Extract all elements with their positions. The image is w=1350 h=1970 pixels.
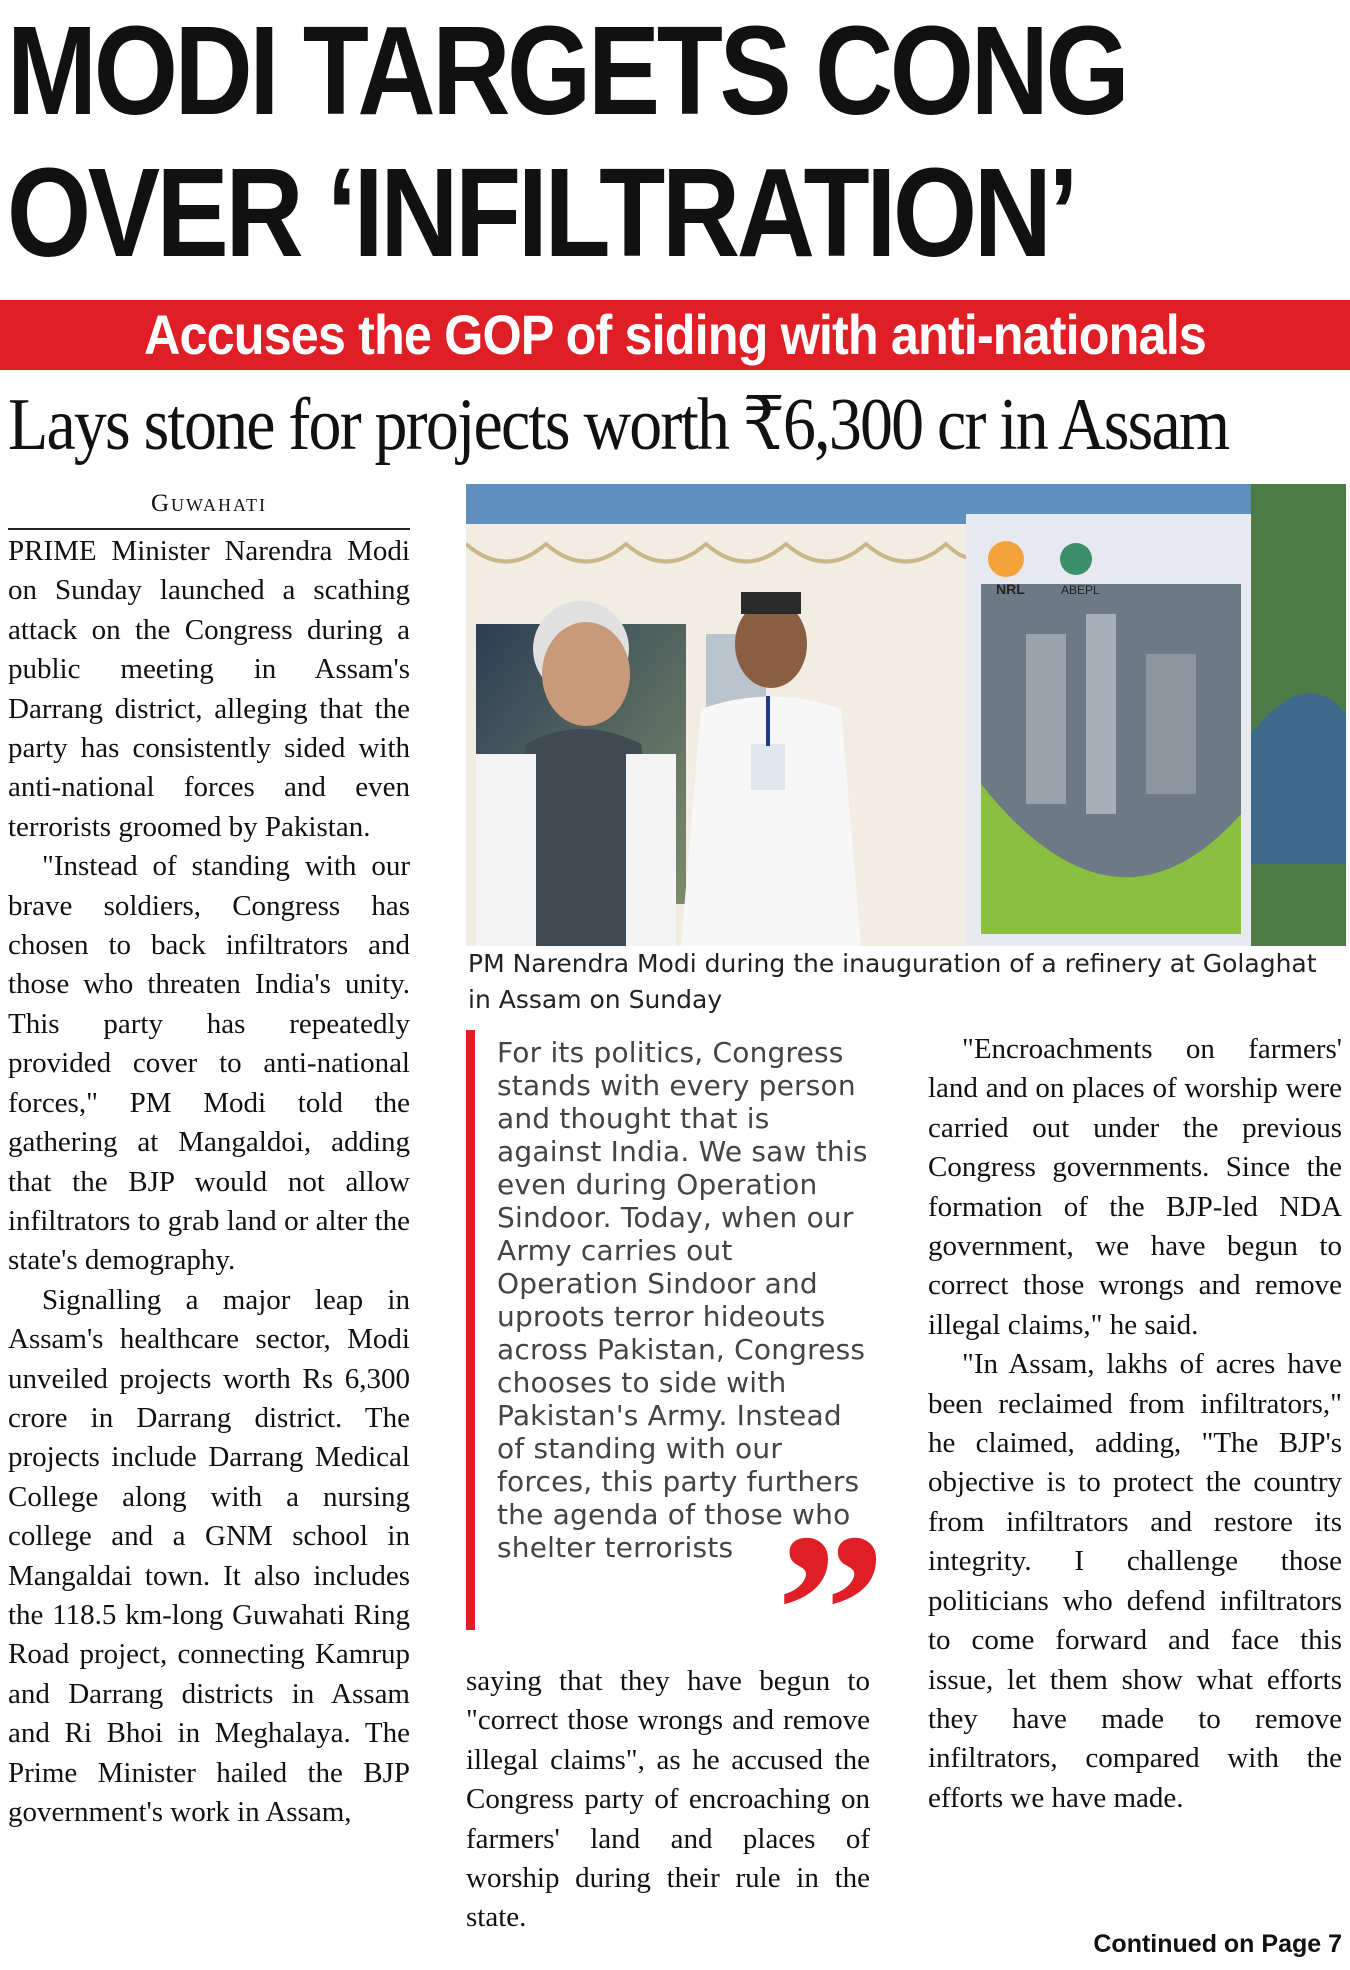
photo-illustration <box>466 484 1346 946</box>
paragraph: "Encroachments on farmers' land and on places of worship were carried out under the previous Congress governments. Since the formation of the BJP-led NDA government, we have begun to correct those wrongs and remove illegal claims," he said. <box>928 1033 1342 1341</box>
quote-mark-icon: ” <box>776 1488 886 1732</box>
pull-quote <box>466 1030 886 1732</box>
paragraph: "Instead of standing with our brave soldiers, Congress has chosen to back infiltrators and those who threaten India's unity. This party has repeatedly provided cover to anti-national forces," PM Modi told the gathering at Mangaldoi, adding that the BJP would not allow infiltrators to grab land or alter the state's demography. <box>8 850 410 1277</box>
article-column-3 <box>928 1030 1342 1818</box>
article-column-2 <box>466 1662 870 1938</box>
paragraph: saying that they have begun to "correct those wrongs and remove illegal claims", as he accused the Congress party of encroaching on farmers' land and places of worship during their rule in the state. <box>466 1665 870 1934</box>
paragraph: PRIME Minister Narendra Modi on Sunday launched a scathing attack on the Congress during a public meeting in Assam's Darrang district, alleging that the party has consistently sided with anti-national forces and even terrorists groomed by Pakistan. <box>8 535 410 843</box>
continued-note: Continued on Page 7 <box>1093 1930 1342 1958</box>
logo-abepl: ABEPL <box>1061 583 1100 597</box>
dateline: Guwahati <box>8 484 410 530</box>
paragraph: "In Assam, lakhs of acres have been reclaimed from infiltrators," he claimed, adding, "The BJP's objective is to protect the country from infiltrators and restore its integrity. I challenge those politicians who defend infiltrators to come forward and face this issue, let them show what efforts they have made to remove infiltrators, compared with the efforts we have made. <box>928 1348 1342 1814</box>
article-column-1 <box>8 532 410 1832</box>
headline <box>0 0 1161 284</box>
pull-quote-text: For its politics, Congress stands with every person and thought that is against India. We saw this even during Operation Sindoor. Today, when our Army carries out Operation Sindoor and uproots terror hideouts across Pakistan, Congress chooses to side with Pakistan's Army. Instead of standing with our forces, this party furthers the agenda of those who shelter terrorists <box>497 1036 868 1564</box>
news-photo <box>466 484 1346 946</box>
kicker-bar <box>0 300 1350 370</box>
headline-line-1: MODI TARGETS CONG <box>6 0 1127 141</box>
logo-nrl: NRL <box>996 581 1025 597</box>
kicker-text: Accuses the GOP of siding with anti-nationals <box>144 303 1206 366</box>
photo-caption: PM Narendra Modi during the inauguration of a refinery at Golaghat in Assam on Sunday <box>468 949 1317 1014</box>
headline-line-2: OVER ‘INFILTRATION’ <box>6 142 1076 283</box>
subheadline: Lays stone for projects worth ₹6,300 cr in Assam <box>8 384 1229 466</box>
paragraph: Signalling a major leap in Assam's healthcare sector, Modi unveiled projects worth Rs 6,300 crore in Darrang district. The projects include Darrang Medical College along with a nursing college and a GNM school in Mangaldai town. It also includes the 118.5 km-long Guwahati Ring Road project, connecting Kamrup and Darrang districts in Assam and Ri Bhoi in Meghalaya. The Prime Minister hailed the BJP government's work in Assam, <box>8 1283 410 1828</box>
